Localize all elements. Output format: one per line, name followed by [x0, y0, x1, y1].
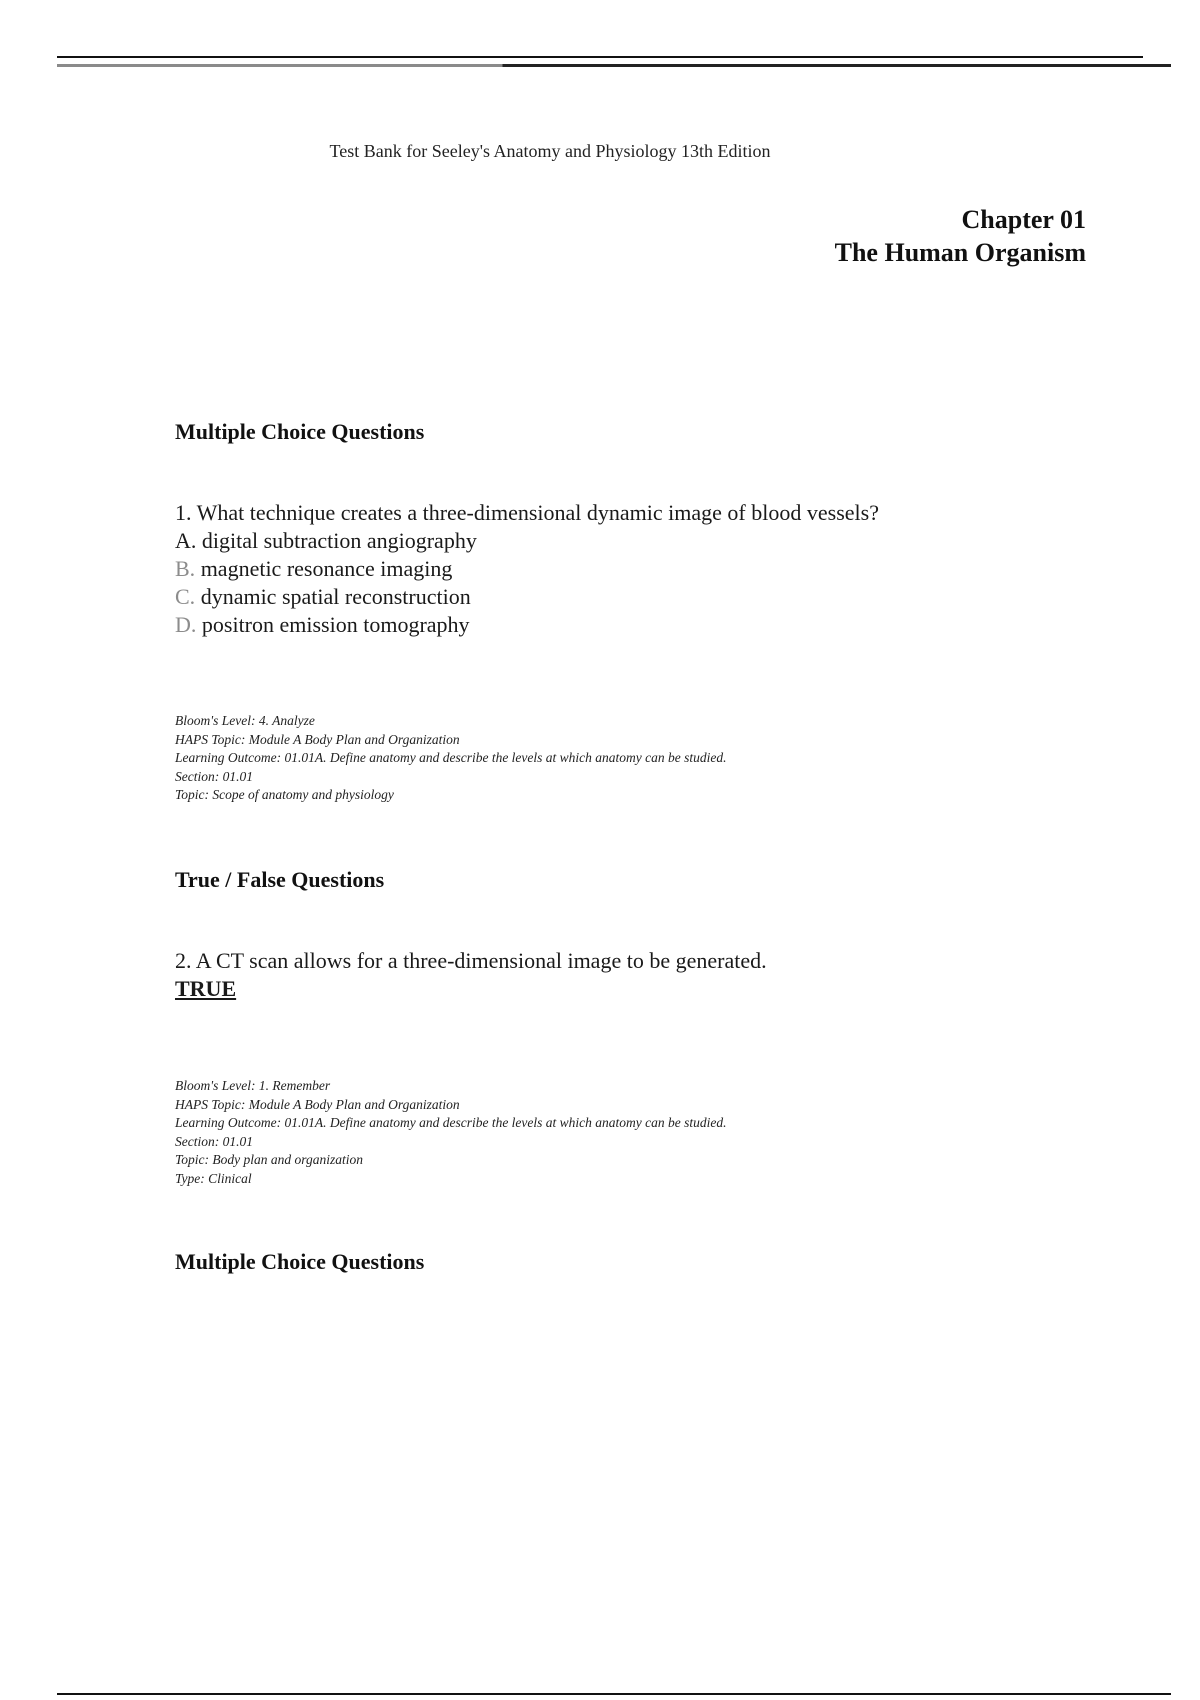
meta-learning-outcome: Learning Outcome: 01.01A. Define anatomy and describe the levels at which anatomy can be studied. [175, 750, 727, 765]
option-d-letter: D. [175, 612, 197, 637]
option-b [175, 555, 879, 583]
option-d [175, 611, 879, 639]
option-c-letter: C. [175, 584, 196, 609]
meta-section: Section: 01.01 [175, 768, 253, 784]
question-1-text: 1. What technique creates a three-dimensional dynamic image of blood vessels? [175, 500, 879, 525]
section-heading-multiple-choice-2: Multiple Choice Questions [175, 1249, 425, 1274]
question-2-answer: TRUE [175, 976, 237, 1001]
option-b-letter: B. [175, 556, 196, 581]
option-c [175, 583, 879, 611]
question-2 [175, 947, 767, 1003]
bottom-rule [57, 1693, 1171, 1695]
question-1 [175, 499, 879, 639]
question-2-text: 2. A CT scan allows for a three-dimensional image to be generated. [175, 948, 767, 973]
top-rule-secondary [57, 64, 1171, 67]
option-c-text: dynamic spatial reconstruction [195, 584, 471, 609]
meta-section: Section: 01.01 [175, 1133, 253, 1149]
meta-type: Type: Clinical [175, 1170, 252, 1186]
meta-haps-topic: HAPS Topic: Module A Body Plan and Organization [175, 1096, 460, 1112]
meta-blooms-level: Bloom's Level: 4. Analyze [175, 713, 315, 728]
chapter-number: Chapter 01 [961, 205, 1086, 234]
question-1-metadata [175, 712, 727, 805]
option-d-text: positron emission tomography [196, 612, 470, 637]
chapter-heading [835, 203, 1086, 269]
meta-topic: Topic: Scope of anatomy and physiology [175, 787, 394, 802]
meta-blooms-level: Bloom's Level: 1. Remember [175, 1078, 331, 1093]
top-rule [57, 56, 1143, 58]
book-title: Test Bank for Seeley's Anatomy and Physiology 13th Edition [329, 141, 771, 161]
meta-haps-topic: HAPS Topic: Module A Body Plan and Organization [175, 731, 460, 747]
meta-topic: Topic: Body plan and organization [175, 1152, 364, 1167]
question-2-metadata [175, 1077, 727, 1188]
option-a-text: digital subtraction angiography [196, 528, 477, 553]
section-heading-multiple-choice: Multiple Choice Questions [175, 419, 425, 444]
chapter-title: The Human Organism [834, 238, 1086, 267]
option-a [175, 527, 879, 555]
meta-learning-outcome: Learning Outcome: 01.01A. Define anatomy and describe the levels at which anatomy can be studied. [175, 1115, 727, 1130]
option-a-letter: A. [175, 528, 197, 553]
section-heading-true-false: True / False Questions [175, 867, 385, 892]
option-b-text: magnetic resonance imaging [195, 556, 453, 581]
